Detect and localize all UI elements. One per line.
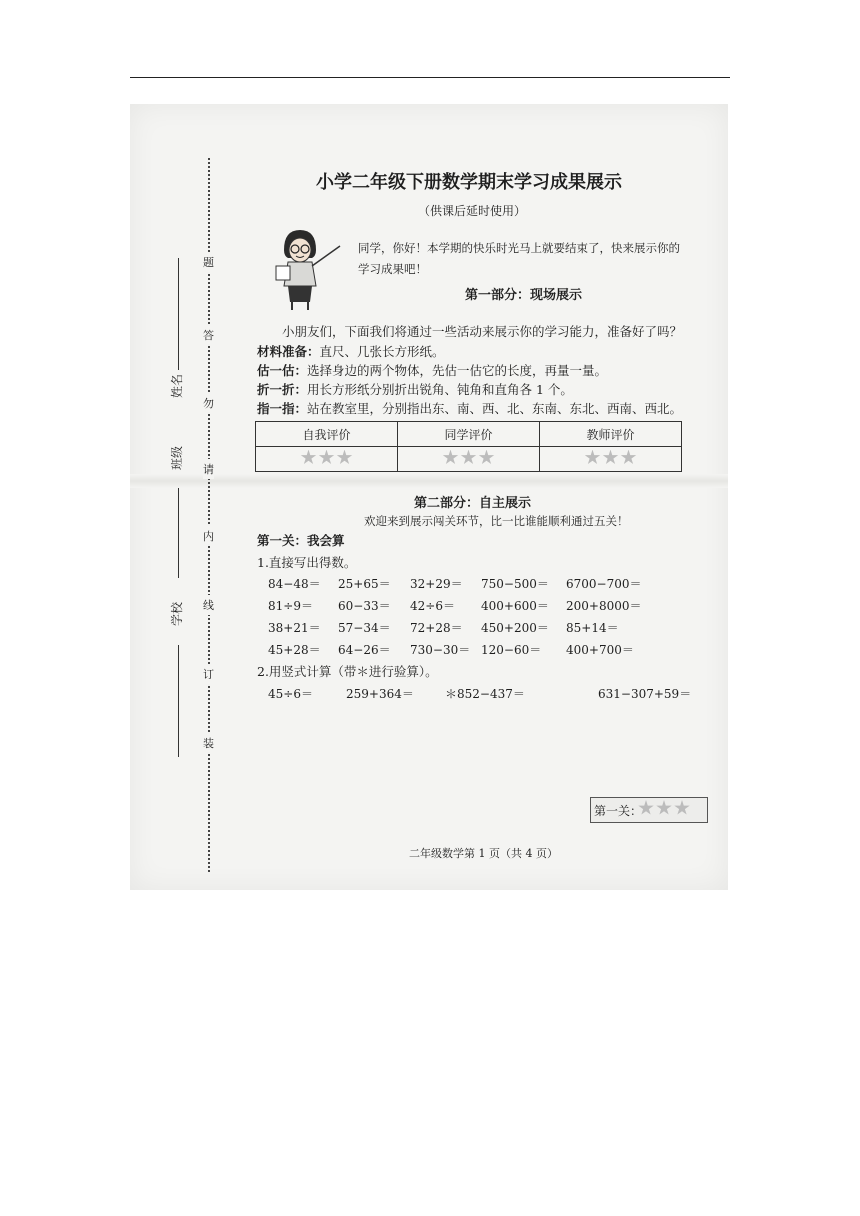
- calc-item: 400+600＝: [481, 599, 549, 613]
- calc-item: 60−33＝: [338, 599, 391, 613]
- binding-char: 请: [203, 459, 214, 479]
- calc-item: 45+28＝: [268, 643, 321, 657]
- item-text: 站在教室里，分别指出东、南、西、北、东南、东北、西南、西北。: [307, 401, 683, 416]
- part1-intro: 小朋友们，下面我们将通过一些活动来展示你的学习能力，准备好了吗？: [282, 324, 683, 339]
- star-icon[interactable]: [461, 450, 477, 466]
- vertical-calc-item: 45÷6＝: [268, 687, 313, 701]
- binding-char: 答: [203, 325, 214, 345]
- calc-item: 38+21＝: [268, 621, 321, 635]
- item-label: 指一指：: [257, 401, 308, 416]
- calc-item: 85+14＝: [566, 621, 619, 635]
- calc-item: 120−60＝: [481, 643, 542, 657]
- binding-char: 装: [203, 733, 214, 753]
- stage1-stars[interactable]: [638, 800, 690, 816]
- binding-char: 线: [203, 595, 214, 615]
- item-label: 折一折：: [257, 382, 308, 397]
- stage1-title: 第一关：我会算: [257, 533, 345, 548]
- evaluation-table: [255, 421, 682, 472]
- part1-item-materials: [257, 342, 445, 360]
- top-rule: [130, 77, 730, 78]
- binding-char: 勿: [203, 393, 214, 413]
- star-icon[interactable]: [443, 450, 459, 466]
- star-icon[interactable]: [638, 800, 654, 816]
- school-blank[interactable]: [178, 645, 179, 757]
- vertical-calc-item: ＊852−437＝: [445, 687, 525, 701]
- eval-header-teacher: 教师评价: [540, 422, 682, 447]
- page-footer: 二年级数学第 1 页（共 4 页）: [409, 847, 558, 860]
- item-label: 材料准备：: [257, 344, 320, 359]
- calc-item: 450+200＝: [481, 621, 549, 635]
- part2-heading: 第二部分：自主展示: [414, 496, 532, 511]
- vertical-calc-item: 259+364＝: [346, 687, 414, 701]
- calc-item: 57−34＝: [338, 621, 391, 635]
- eval-header-self: 自我评价: [256, 422, 398, 447]
- item-text: 直尺、几张长方形纸。: [319, 344, 445, 359]
- q2-title: 2.用竖式计算（带＊进行验算）。: [257, 664, 438, 679]
- part1-item-point: [257, 399, 682, 417]
- star-icon[interactable]: [585, 450, 601, 466]
- binding-char: 题: [203, 252, 214, 272]
- binding-char: 内: [203, 526, 214, 546]
- star-icon[interactable]: [603, 450, 619, 466]
- eval-stars-teacher[interactable]: [540, 447, 682, 472]
- star-icon[interactable]: [337, 450, 353, 466]
- calc-item: 42÷6＝: [410, 599, 455, 613]
- eval-stars-self[interactable]: [256, 447, 398, 472]
- star-icon[interactable]: [656, 800, 672, 816]
- class-blank[interactable]: [178, 488, 179, 578]
- star-icon[interactable]: [674, 800, 690, 816]
- star-icon[interactable]: [319, 450, 335, 466]
- page-subtitle: （供课后延时使用）: [418, 204, 527, 218]
- calc-item: 32+29＝: [410, 577, 463, 591]
- calc-item: 25+65＝: [338, 577, 391, 591]
- name-blank[interactable]: [178, 258, 179, 370]
- paper-fold: [130, 474, 728, 488]
- eval-stars-peer[interactable]: [398, 447, 540, 472]
- stage1-score-label: 第一关：: [594, 804, 643, 818]
- eval-header-peer: 同学评价: [398, 422, 540, 447]
- calc-item: 400+700＝: [566, 643, 634, 657]
- calc-item: 730−30＝: [410, 643, 471, 657]
- calc-item: 200+8000＝: [566, 599, 642, 613]
- star-icon[interactable]: [479, 450, 495, 466]
- star-icon[interactable]: [621, 450, 637, 466]
- vertical-calc-item: 631−307+59＝: [598, 687, 692, 701]
- school-label: 学校: [170, 601, 184, 626]
- page-title: 小学二年级下册数学期末学习成果展示: [316, 172, 622, 193]
- class-label: 班级: [170, 445, 184, 470]
- part1-item-estimate: [257, 361, 607, 379]
- item-label: 估一估：: [257, 363, 308, 378]
- item-text: 选择身边的两个物体，先估一估它的长度，再量一量。: [307, 363, 608, 378]
- calc-item: 81÷9＝: [268, 599, 313, 613]
- calc-item: 84−48＝: [268, 577, 321, 591]
- name-label: 姓名: [170, 373, 184, 398]
- part2-intro: 欢迎来到展示闯关环节，比一比谁能顺利通过五关！: [364, 514, 629, 528]
- calc-item: 64−26＝: [338, 643, 391, 657]
- calc-item: 6700−700＝: [566, 577, 642, 591]
- teacher-illustration-icon: [272, 222, 344, 312]
- q1-title: 1.直接写出得数。: [257, 555, 357, 570]
- item-text: 用长方形纸分别折出锐角、钝角和直角各 1 个。: [307, 382, 573, 397]
- part1-heading: 第一部分：现场展示: [465, 288, 583, 303]
- binding-char: 订: [203, 664, 214, 684]
- calc-item: 750−500＝: [481, 577, 549, 591]
- calc-item: 72+28＝: [410, 621, 463, 635]
- part1-item-fold: [257, 380, 573, 398]
- greeting-text: 同学，你好！本学期的快乐时光马上就要结束了，快来展示你的学习成果吧！: [358, 241, 680, 276]
- star-icon[interactable]: [301, 450, 317, 466]
